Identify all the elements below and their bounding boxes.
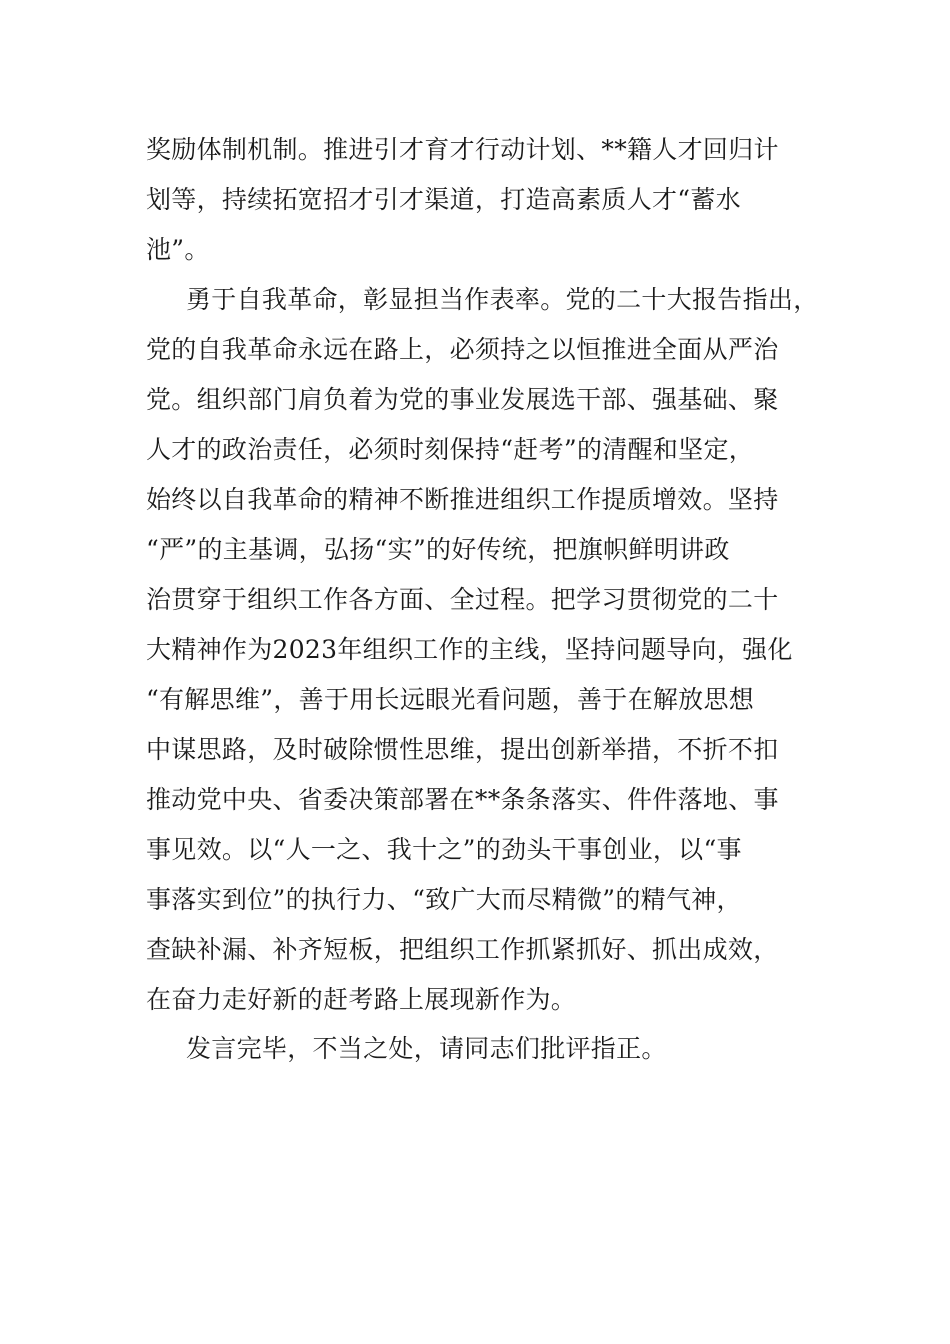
text-line: 奖励体制机制。推进引才育才行动计划、**籍人才回归计: [146, 135, 779, 164]
text-line: 勇于自我革命，彰显担当作表率。党的二十大报告指出，: [186, 285, 819, 314]
paragraph-talent-incentives: [146, 125, 806, 275]
text-line: 党的自我革命永远在路上，必须持之以恒推进全面从严治: [146, 335, 779, 364]
text-line: 推动党中央、省委决策部署在**条条落实、件件落地、事: [146, 785, 779, 814]
text-line: 在奋力走好新的赶考路上展现新作为。: [146, 985, 577, 1014]
text-line: 治贯穿于组织工作各方面、全过程。把学习贯彻党的二十: [146, 585, 779, 614]
text-line: 人才的政治责任，必须时刻保持“赶考”的清醒和坚定，: [146, 435, 755, 464]
text-line: 划等，持续拓宽招才引才渠道，打造高素质人才“蓄水: [146, 185, 741, 214]
text-line: 查缺补漏、补齐短板，把组织工作抓紧抓好、抓出成效，: [146, 935, 779, 964]
text-line: 大精神作为2023年组织工作的主线，坚持问题导向，强化: [146, 635, 793, 664]
paragraph-self-revolution: [146, 275, 819, 1025]
text-line: “严”的主基调，弘扬“实”的好传统，把旗帜鲜明讲政: [146, 535, 730, 564]
text-line: 发言完毕，不当之处，请同志们批评指正。: [186, 1034, 667, 1063]
text-line: 中谋思路，及时破除惯性思维，提出创新举措，不折不扣: [146, 735, 779, 764]
text-line: 党。组织部门肩负着为党的事业发展选干部、强基础、聚: [146, 385, 779, 414]
text-line: 池”。: [146, 235, 210, 264]
paragraph-closing: [146, 1024, 806, 1074]
text-line: “有解思维”，善于用长远眼光看问题，善于在解放思想: [146, 685, 755, 714]
text-line: 事见效。以“人一之、我十之”的劲头干事创业，以“事: [146, 835, 742, 864]
text-line: 事落实到位”的执行力、“致广大而尽精微”的精气神，: [146, 885, 742, 914]
text-line: 始终以自我革命的精神不断推进组织工作提质增效。坚持: [146, 485, 779, 514]
